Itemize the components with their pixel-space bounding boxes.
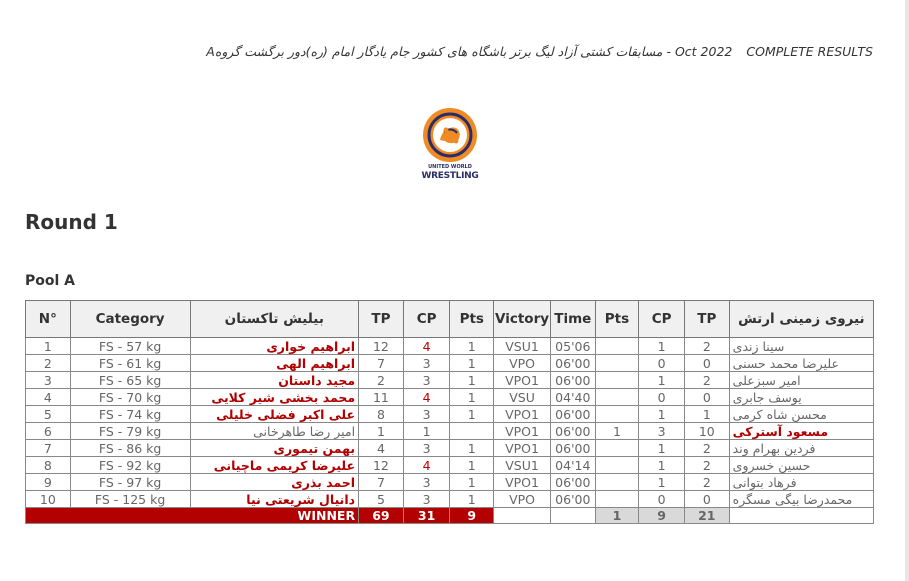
cell-no: 9 xyxy=(26,474,71,491)
cell-pts-right: 1 xyxy=(595,423,639,440)
cell-cp-right: 1 xyxy=(639,338,685,355)
table-row xyxy=(26,474,874,491)
cell-wrestler-left: دانیال شریعتی نیا xyxy=(190,491,359,508)
cell-pts-right xyxy=(595,440,639,457)
cell-category: FS - 86 kg xyxy=(70,440,190,457)
complete-results-label: COMPLETE RESULTS xyxy=(746,44,873,59)
cell-category: FS - 61 kg xyxy=(70,355,190,372)
cell-tp-left: 5 xyxy=(359,491,404,508)
cell-no: 8 xyxy=(26,457,71,474)
cell-victory: VSU1 xyxy=(494,338,551,355)
cell-pts-right xyxy=(595,491,639,508)
table-row xyxy=(26,372,874,389)
cell-cp-left: 4 xyxy=(403,457,450,474)
cell-victory: VPO1 xyxy=(494,372,551,389)
cell-pts-left xyxy=(450,423,494,440)
cell-no: 4 xyxy=(26,389,71,406)
table-row xyxy=(26,457,874,474)
cell-tp-right: 10 xyxy=(684,423,729,440)
cell-tp-left: 4 xyxy=(359,440,404,457)
table-row xyxy=(26,423,874,440)
totals-row xyxy=(26,508,874,524)
header-separator: - xyxy=(666,44,671,59)
cell-pts-left: 1 xyxy=(450,389,494,406)
cell-wrestler-right: محمدرضا بیگی مسگره xyxy=(729,491,873,508)
cell-tp-right: 1 xyxy=(684,406,729,423)
cell-cp-left: 3 xyxy=(403,355,450,372)
cell-wrestler-left: بهمن تیموری xyxy=(190,440,359,457)
cell-wrestler-left: امیر رضا طاهرخانی xyxy=(190,423,359,440)
cell-no: 7 xyxy=(26,440,71,457)
col-no: N° xyxy=(26,301,71,338)
cell-category: FS - 65 kg xyxy=(70,372,190,389)
cell-cp-right: 0 xyxy=(639,491,685,508)
cell-pts-left: 1 xyxy=(450,457,494,474)
cell-tp-right: 0 xyxy=(684,491,729,508)
right-edge-bar xyxy=(905,0,909,581)
cell-pts-left: 1 xyxy=(450,355,494,372)
results-table xyxy=(25,300,874,524)
cell-cp-left: 3 xyxy=(403,440,450,457)
cell-tp-left: 1 xyxy=(359,423,404,440)
total-tp-left: 69 xyxy=(359,508,404,524)
cell-time: 06'00 xyxy=(550,355,595,372)
cell-victory: VPO xyxy=(494,491,551,508)
cell-category: FS - 92 kg xyxy=(70,457,190,474)
cell-cp-right: 1 xyxy=(639,372,685,389)
cell-category: FS - 125 kg xyxy=(70,491,190,508)
cell-wrestler-left: علیرضا کریمی ماچیانی xyxy=(190,457,359,474)
table-header-row xyxy=(26,301,874,338)
cell-tp-left: 12 xyxy=(359,457,404,474)
cell-cp-right: 0 xyxy=(639,389,685,406)
col-team-left: بیلیش تاکستان xyxy=(190,301,359,338)
cell-victory: VPO1 xyxy=(494,423,551,440)
cell-cp-left: 3 xyxy=(403,372,450,389)
cell-category: FS - 57 kg xyxy=(70,338,190,355)
col-team-right: نیروی زمینی ارتش xyxy=(729,301,873,338)
cell-time: 06'00 xyxy=(550,491,595,508)
table-row xyxy=(26,389,874,406)
pool-title: Pool A xyxy=(25,273,76,289)
table-row xyxy=(26,491,874,508)
cell-time: 04'14 xyxy=(550,457,595,474)
cell-pts-left: 1 xyxy=(450,440,494,457)
cell-pts-right xyxy=(595,457,639,474)
page-header xyxy=(206,44,873,59)
total-pts-right: 1 xyxy=(595,508,639,524)
col-pts-left: Pts xyxy=(450,301,494,338)
cell-no: 1 xyxy=(26,338,71,355)
col-pts-right: Pts xyxy=(595,301,639,338)
cell-cp-left: 3 xyxy=(403,491,450,508)
col-tp-right: TP xyxy=(684,301,729,338)
cell-pts-right xyxy=(595,355,639,372)
cell-wrestler-right: فرهاد بتوانی xyxy=(729,474,873,491)
cell-cp-left: 1 xyxy=(403,423,450,440)
cell-pts-left: 1 xyxy=(450,372,494,389)
col-tp-left: TP xyxy=(359,301,404,338)
cell-victory: VPO1 xyxy=(494,440,551,457)
cell-no: 3 xyxy=(26,372,71,389)
cell-wrestler-right: حسین خسروی xyxy=(729,457,873,474)
cell-victory: VSU xyxy=(494,389,551,406)
cell-category: FS - 97 kg xyxy=(70,474,190,491)
cell-time: 06'00 xyxy=(550,440,595,457)
cell-cp-right: 1 xyxy=(639,406,685,423)
cell-time: 06'00 xyxy=(550,372,595,389)
total-pts-left: 9 xyxy=(450,508,494,524)
cell-time: 04'40 xyxy=(550,389,595,406)
cell-pts-right xyxy=(595,389,639,406)
cell-no: 2 xyxy=(26,355,71,372)
cell-tp-right: 2 xyxy=(684,457,729,474)
cell-category: FS - 74 kg xyxy=(70,406,190,423)
cell-wrestler-left: مجید داستان xyxy=(190,372,359,389)
cell-pts-left: 1 xyxy=(450,338,494,355)
uww-logo xyxy=(420,106,480,186)
cell-tp-left: 7 xyxy=(359,355,404,372)
total-right-empty xyxy=(729,508,873,524)
col-victory: Victory xyxy=(494,301,551,338)
col-cp-right: CP xyxy=(639,301,685,338)
cell-pts-right xyxy=(595,372,639,389)
cell-cp-left: 3 xyxy=(403,406,450,423)
cell-time: 06'00 xyxy=(550,423,595,440)
table-row xyxy=(26,338,874,355)
cell-tp-left: 11 xyxy=(359,389,404,406)
col-time: Time xyxy=(550,301,595,338)
round-title: Round 1 xyxy=(25,210,118,234)
cell-time: 06'00 xyxy=(550,406,595,423)
cell-wrestler-right: سینا زندی xyxy=(729,338,873,355)
cell-victory: VPO xyxy=(494,355,551,372)
winner-label: WINNER xyxy=(26,508,359,524)
cell-cp-right: 1 xyxy=(639,440,685,457)
table-row xyxy=(26,406,874,423)
cell-victory: VPO1 xyxy=(494,474,551,491)
cell-cp-right: 1 xyxy=(639,457,685,474)
cell-wrestler-right: فردین بهرام وند xyxy=(729,440,873,457)
cell-tp-left: 7 xyxy=(359,474,404,491)
cell-tp-right: 2 xyxy=(684,338,729,355)
cell-wrestler-right: یوسف جابری xyxy=(729,389,873,406)
cell-cp-left: 4 xyxy=(403,338,450,355)
col-category: Category xyxy=(70,301,190,338)
logo-text-top: UNITED WORLD xyxy=(428,164,472,170)
cell-wrestler-left: ابراهیم الهی xyxy=(190,355,359,372)
cell-cp-left: 4 xyxy=(403,389,450,406)
cell-wrestler-left: احمد بذری xyxy=(190,474,359,491)
total-cp-left: 31 xyxy=(403,508,450,524)
cell-pts-right xyxy=(595,474,639,491)
uww-emblem-icon xyxy=(420,106,480,164)
cell-category: FS - 70 kg xyxy=(70,389,190,406)
total-cp-right: 9 xyxy=(639,508,685,524)
cell-pts-left: 1 xyxy=(450,491,494,508)
cell-wrestler-right: علیرضا محمد حسنی xyxy=(729,355,873,372)
cell-cp-left: 3 xyxy=(403,474,450,491)
cell-no: 6 xyxy=(26,423,71,440)
cell-wrestler-right: مسعود آسترکی xyxy=(729,423,873,440)
cell-cp-right: 3 xyxy=(639,423,685,440)
cell-wrestler-right: محسن شاه کرمی xyxy=(729,406,873,423)
cell-cp-right: 1 xyxy=(639,474,685,491)
table-row xyxy=(26,440,874,457)
logo-text-bottom: WRESTLING xyxy=(421,171,479,181)
cell-tp-left: 8 xyxy=(359,406,404,423)
cell-cp-right: 0 xyxy=(639,355,685,372)
cell-wrestler-left: محمد بخشی شیر کلایی xyxy=(190,389,359,406)
cell-victory: VSU1 xyxy=(494,457,551,474)
col-cp-left: CP xyxy=(403,301,450,338)
cell-pts-right xyxy=(595,338,639,355)
cell-category: FS - 79 kg xyxy=(70,423,190,440)
table-row xyxy=(26,355,874,372)
cell-no: 5 xyxy=(26,406,71,423)
event-date: Oct 2022 xyxy=(674,44,733,59)
cell-pts-left: 1 xyxy=(450,406,494,423)
total-tp-right: 21 xyxy=(684,508,729,524)
cell-pts-right xyxy=(595,406,639,423)
cell-wrestler-right: امیر سبزعلی xyxy=(729,372,873,389)
cell-tp-right: 2 xyxy=(684,474,729,491)
cell-tp-left: 2 xyxy=(359,372,404,389)
cell-tp-right: 0 xyxy=(684,355,729,372)
total-time-empty xyxy=(550,508,595,524)
event-title: مسابقات کشتی آزاد لیگ برتر باشگاه های کشور جام یادگار امام (ره)دور برگشت گروهA xyxy=(206,44,663,59)
cell-no: 10 xyxy=(26,491,71,508)
cell-tp-right: 2 xyxy=(684,372,729,389)
total-victory-empty xyxy=(494,508,551,524)
cell-wrestler-left: ابراهیم خواری xyxy=(190,338,359,355)
cell-time: 05'06 xyxy=(550,338,595,355)
cell-tp-right: 0 xyxy=(684,389,729,406)
cell-tp-right: 2 xyxy=(684,440,729,457)
cell-victory: VPO1 xyxy=(494,406,551,423)
cell-time: 06'00 xyxy=(550,474,595,491)
cell-tp-left: 12 xyxy=(359,338,404,355)
cell-pts-left: 1 xyxy=(450,474,494,491)
cell-wrestler-left: علی اکبر فضلی خلیلی xyxy=(190,406,359,423)
